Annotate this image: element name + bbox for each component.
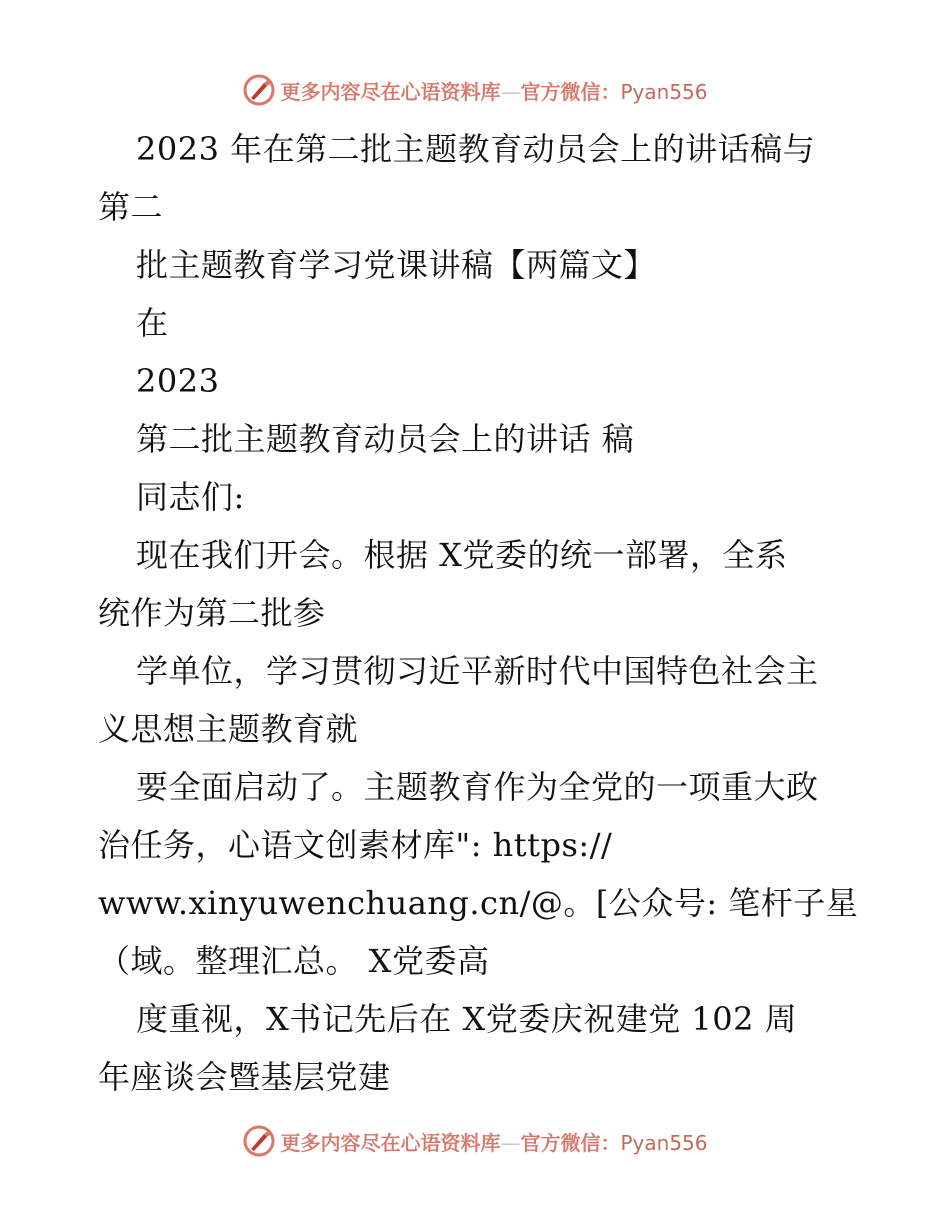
watermark-separator: — (500, 1130, 521, 1155)
doc-line-7: 同志们: (136, 478, 245, 516)
doc-line-3: 批主题教育学习党课讲稿【两篇文】 (136, 246, 657, 284)
doc-line-16: 度重视，X书记先后在 X党委庆祝建党 102 周 (136, 1000, 798, 1038)
doc-line-10: 学单位，学习贯彻习近平新时代中国特色社会主 (136, 652, 819, 690)
watermark-official: 官方微信： (520, 79, 621, 104)
watermark-id: Pyan556 (620, 79, 708, 104)
doc-line-14: www.xinyuwenchuang.cn/@。[公众号: 笔杆子星 (98, 884, 859, 922)
watermark-main: 更多内容尽在心语资料库 (280, 1130, 501, 1155)
doc-line-13: 治任务，心语文创素材库": https:// (98, 826, 613, 864)
doc-line-17: 年座谈会暨基层党建 (98, 1058, 391, 1096)
doc-line-15: （域。整理汇总。 X党委高 (98, 942, 490, 980)
watermark-main: 更多内容尽在心语资料库 (280, 79, 501, 104)
doc-line-6: 第二批主题教育动员会上的讲话 稿 (136, 420, 635, 458)
watermark-separator: — (500, 79, 521, 104)
quill-pen-logo-icon (242, 1124, 276, 1158)
document-body (98, 120, 888, 1106)
doc-line-12: 要全面启动了。主题教育作为全党的一项重大政 (136, 768, 819, 806)
doc-line-5: 2023 (136, 362, 220, 400)
footer-watermark (0, 1121, 950, 1161)
watermark-text (280, 76, 707, 105)
doc-line-4: 在 (136, 304, 169, 342)
doc-line-2: 第二 (98, 188, 164, 226)
doc-line-1: 2023 年在第二批主题教育动员会上的讲话稿与 (136, 130, 816, 168)
doc-line-11: 义思想主题教育就 (98, 710, 359, 748)
quill-pen-logo-icon (242, 73, 276, 107)
doc-line-8: 现在我们开会。根据 X党委的统一部署，全系 (136, 536, 788, 574)
watermark-id: Pyan556 (620, 1130, 708, 1155)
header-watermark (0, 70, 950, 110)
doc-line-9: 统作为第二批参 (98, 594, 326, 632)
watermark-official: 官方微信： (520, 1130, 621, 1155)
watermark-text (280, 1127, 707, 1156)
